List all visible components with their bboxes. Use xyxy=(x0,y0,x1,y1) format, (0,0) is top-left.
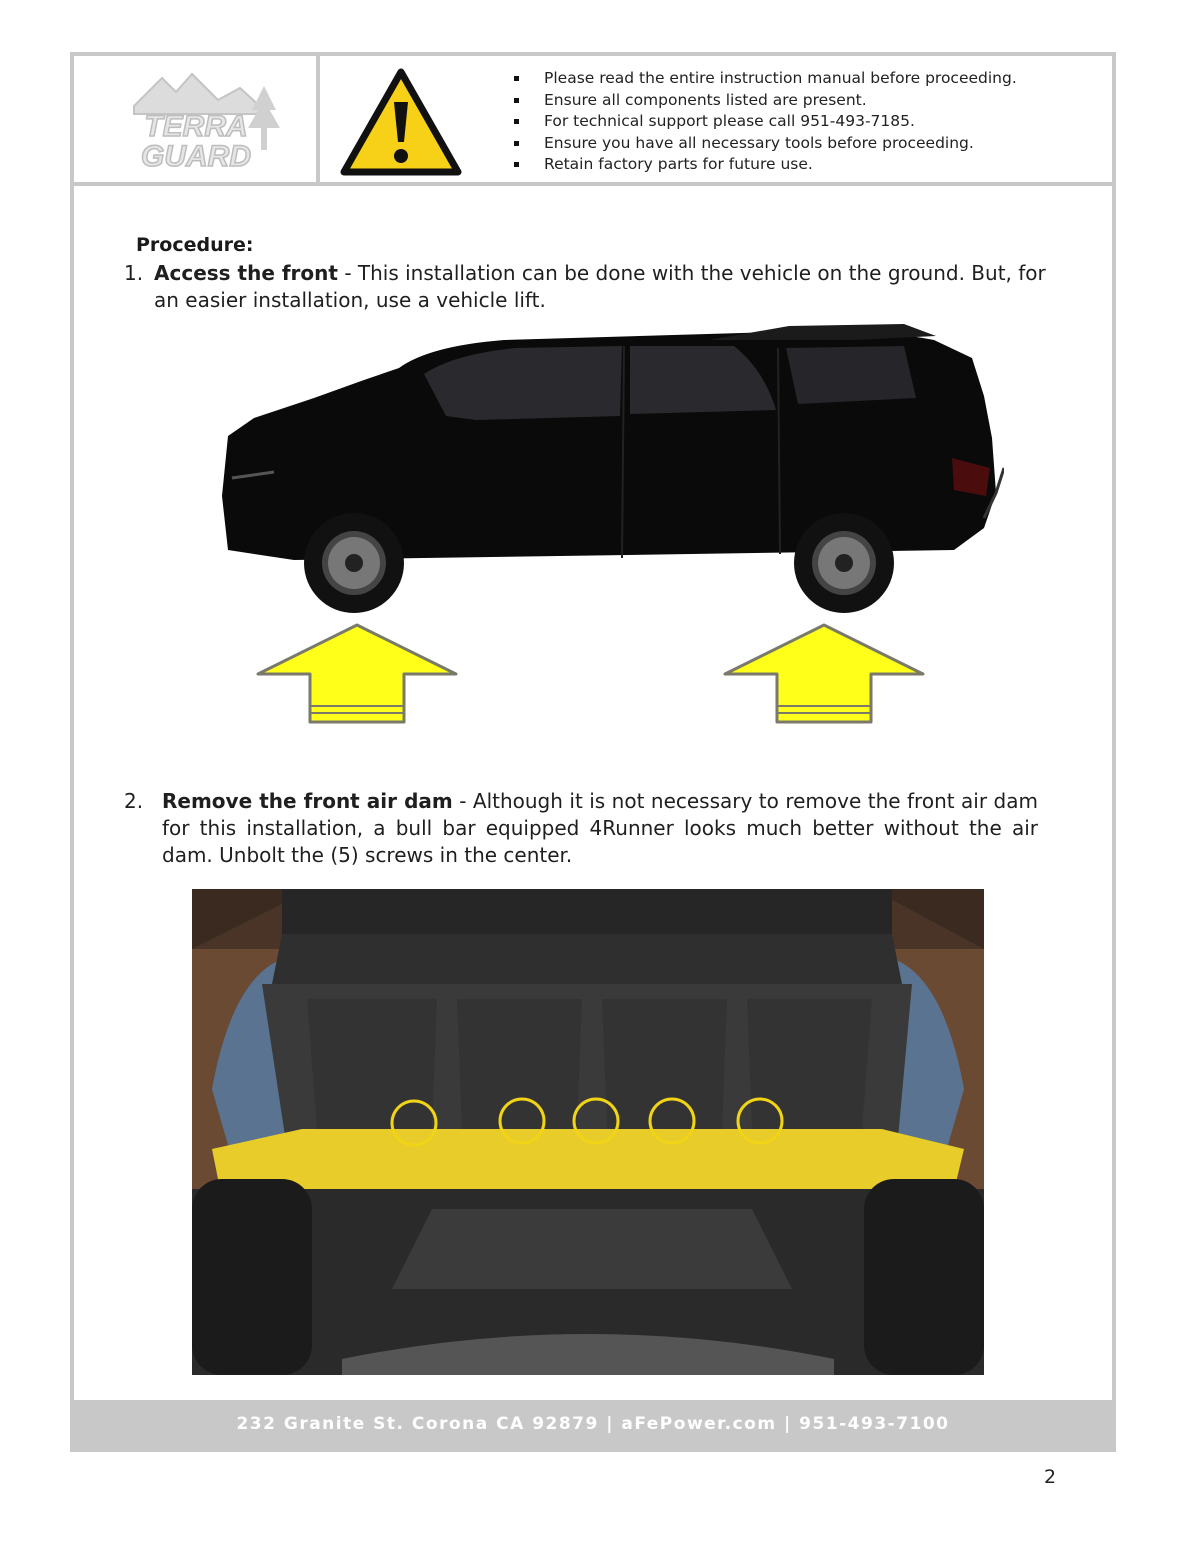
step-text: - Although it is not necessary to remove the front air dam for this installation, a bull bar equipped 4Runner looks much better without the air dam. Unbolt the (5) screws in the center. xyxy=(162,789,1038,867)
safety-note: Ensure all components listed are present. xyxy=(508,90,1017,112)
safety-notes-list xyxy=(508,68,1017,176)
procedure-title: Procedure: xyxy=(136,234,254,256)
step-number: 1. xyxy=(124,261,144,285)
warning-icon xyxy=(338,66,464,180)
lift-point-arrow-front xyxy=(254,622,460,726)
footer-bar: 232 Granite St. Corona CA 92879 | aFePower.com | 951-493-7100 xyxy=(74,1400,1112,1448)
header xyxy=(74,56,1112,186)
step-2 xyxy=(124,788,1038,869)
step-heading: Access the front xyxy=(154,261,338,285)
logo-cell xyxy=(74,56,320,182)
step-1 xyxy=(124,260,1054,314)
page-number: 2 xyxy=(1044,1466,1057,1488)
suv-side-image xyxy=(214,318,1004,618)
page-frame xyxy=(70,52,1116,1452)
terra-guard-logo xyxy=(114,66,294,176)
lift-point-arrow-rear xyxy=(721,622,927,726)
logo-text-top: TERRA xyxy=(144,110,248,143)
step-text: - This installation can be done with the vehicle on the ground. But, for an easier installation, use a vehicle lift. xyxy=(154,261,1046,312)
logo-text-bottom: GUARD xyxy=(141,140,251,173)
safety-note: Please read the entire instruction manual before proceeding. xyxy=(508,68,1017,90)
safety-note: For technical support please call 951-493-7185. xyxy=(508,111,1017,133)
safety-note: Retain factory parts for future use. xyxy=(508,154,1017,176)
step-number: 2. xyxy=(124,789,144,813)
step-heading: Remove the front air dam xyxy=(162,789,453,813)
safety-note: Ensure you have all necessary tools before proceeding. xyxy=(508,133,1017,155)
front-air-dam-photo xyxy=(192,889,984,1375)
